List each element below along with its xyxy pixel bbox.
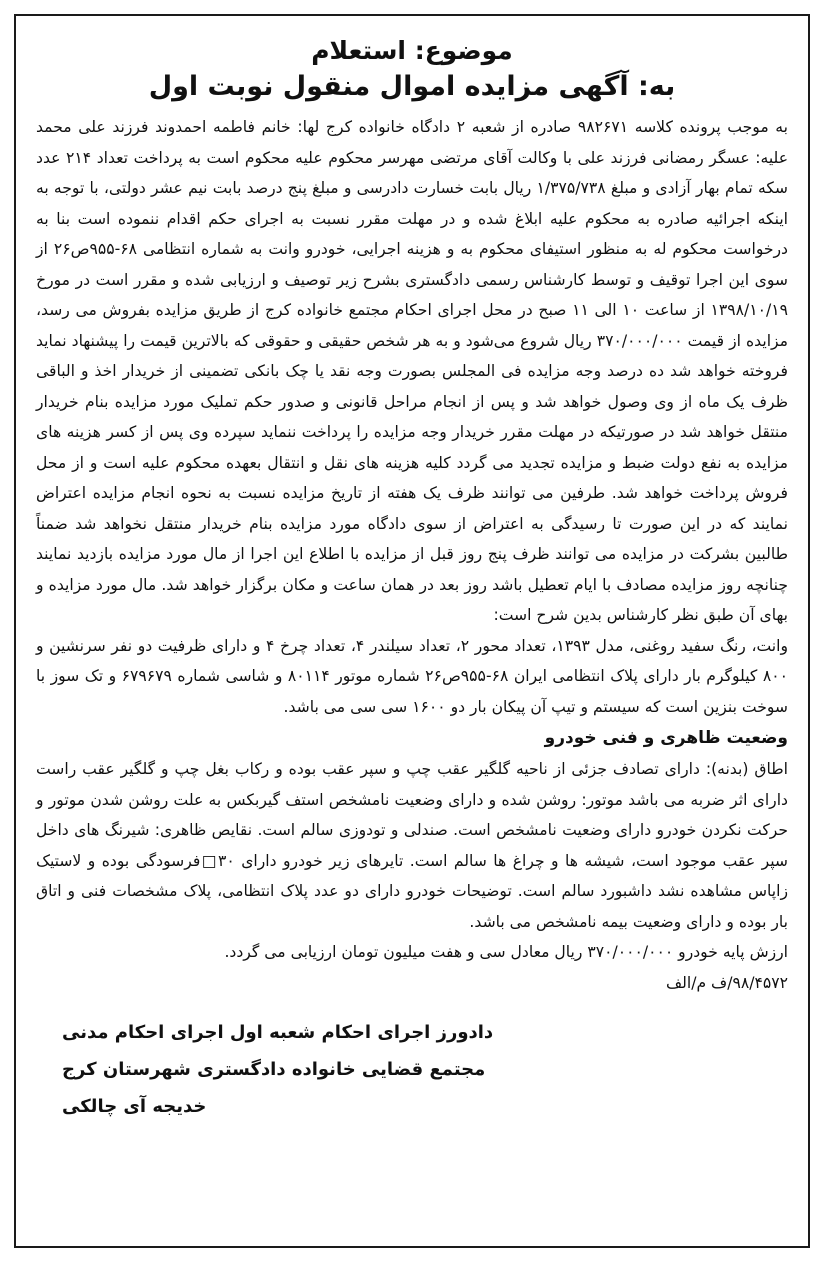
notice-main-paragraph: به موجب پرونده کلاسه ۹۸۲۶۷۱ صادره از شعبه ۲ دادگاه خانواده کرج لها: خانم فاطمه احمدوند فرزند علی محمد علیه: عسگر رمضانی فرزند علی با وکالت آقای مرتضی مهرسر محکوم علیه محکوم است به پرداخت تعداد ۲۱۴ عدد سکه تمام بهار آزادی و مبلغ ۱/۳۷۵/۷۳۸ ریال بابت خسارت دادرسی و مبلغ پنج درصد بابت نیم عشر دولتی، با توجه به اینکه اجرائیه صادره به محکوم علیه ابلاغ شده و در مهلت مقرر نسبت به اجرای حکم اقدام ننموده است بنا به درخواست محکوم له به منظور استیفای محکوم به و هزینه اجرایی، خودرو وانت به شماره انتظامی ۶۸-۹۵۵ص۲۶ از سوی این اجرا توقیف و توسط کارشناس رسمی دادگستری بشرح زیر توصیف و ارزیابی شده و مقرر است در مورخ ۱۳۹۸/۱۰/۱۹ از ساعت ۱۰ الی ۱۱ صبح در محل اجرای احکام مجتمع خانواده کرج از طریق مزایده بفروش می رسد، مزایده از قیمت ۳۷۰/۰۰۰/۰۰۰ ریال شروع می‌شود و به هر شخص حقیقی و حقوقی که بالاترین قیمت را پیشنهاد نماید فروخته خواهد شد ده درصد وجه مزایده فی المجلس بصورت وجه نقد یا چک بانکی تضمینی از خریدار اخذ و الباقی ظرف یک ماه از وی وصول خواهد شد و پس از انجام مراحل قانونی و صدور حکم تملیک مورد مزایده بنام خریدار منتقل خواهد شد در صورتیکه در مهلت مقرر خریدار وجه مزایده را پرداخت ننماید سپرده وی پس از کسر هزینه های مزایده به نفع دولت ضبط و مزایده تجدید می گردد کلیه هزینه های نقل و انتقال بعهده محکوم علیه است و از محل فروش پرداخت خواهد شد. طرفین می توانند ظرف یک هفته از تاریخ مزایده نسبت به نحوه انجام مزایده اعتراض نمایند که در این صورت تا رسیدگی به اعتراض از سوی دادگاه مورد مزایده بنام خریدار منتقل نخواهد شد ضمناً طالبین بشرکت در مزایده می توانند ظرف پنج روز قبل از مزایده با اطلاع این اجرا از مال مورد مزایده بازدید نمایند چنانچه روز مزایده مصادف با ایام تعطیل باشد روز بعد در همان ساعت و مکان برگزار خواهد شد. مال مورد مزایده و بهای آن طبق نظر کارشناس بدین شرح است: (36, 118, 789, 624)
condition-heading: وضعیت ظاهری و فنی خودرو (544, 728, 788, 748)
vehicle-value: ارزش پایه خودرو ۳۷۰/۰۰۰/۰۰۰ ریال معادل سی و هفت میلیون تومان ارزیابی می گردد. (224, 943, 788, 961)
signature-title: دادورز اجرای احکام شعبه اول اجرای احکام مدنی (62, 1021, 494, 1043)
signature-court: مجتمع قضایی خانواده دادگستری شهرستان کرج (62, 1058, 486, 1080)
vehicle-description: وانت، رنگ سفید روغنی، مدل ۱۳۹۳، تعداد محور ۲، تعداد سیلندر ۴، تعداد چرخ ۴ و دارای ظرفیت دو نفر سرنشین و ۸۰۰ کیلوگرم بار دارای پلاک انتظامی ایران ۶۸-۹۵۵ص۲۶ شماره موتور ۸۰۱۱۴ و شاسی شماره ۶۷۹۶۷۹ و تک سوز با سوخت بنزین است که سیستم و تیپ آن پیکان بار دو ۱۶۰۰ سی سی می باشد. (36, 636, 788, 716)
signature-block (36, 1014, 788, 1125)
vehicle-condition: اطاق (بدنه): دارای تصادف جزئی از ناحیه گلگیر عقب چپ و سپر عقب بوده و رکاب بغل چپ و گلگیر عقب راست دارای اثر ضربه می باشد موتور: روشن شده و دارای وضعیت نامشخص استف گیربکس به علت روشن شدن موتور و حرکت نکردن خودرو دارای وضعیت نامشخص است. صندلی و تودوزی سالم است. نقایص ظاهری: شیرنگ های داخل سپر عقب موجود است، شیشه ها و چراغ ها سالم است. تایرهای زیر خودرو دارای ۳۰□فرسودگی بوده و لاستیک زاپاس مشاهده نشد داشبورد سالم است. توضیحات خودرو دارای دو عدد پلاک انتظامی، پلاک مشخصات فنی و اتاق بار بوده و دارای وضعیت بیمه نامشخص می باشد. (36, 760, 788, 931)
reference-number: ۹۸/۴۵۷۲/ف م/الف (665, 973, 788, 992)
legal-notice (14, 14, 810, 1248)
notice-subject: موضوع: استعلام (311, 36, 513, 65)
notice-headline: به: آگهی مزایده اموال منقول نوبت اول (148, 71, 676, 102)
signature-name: خدیجه آی چالکی (62, 1095, 207, 1117)
